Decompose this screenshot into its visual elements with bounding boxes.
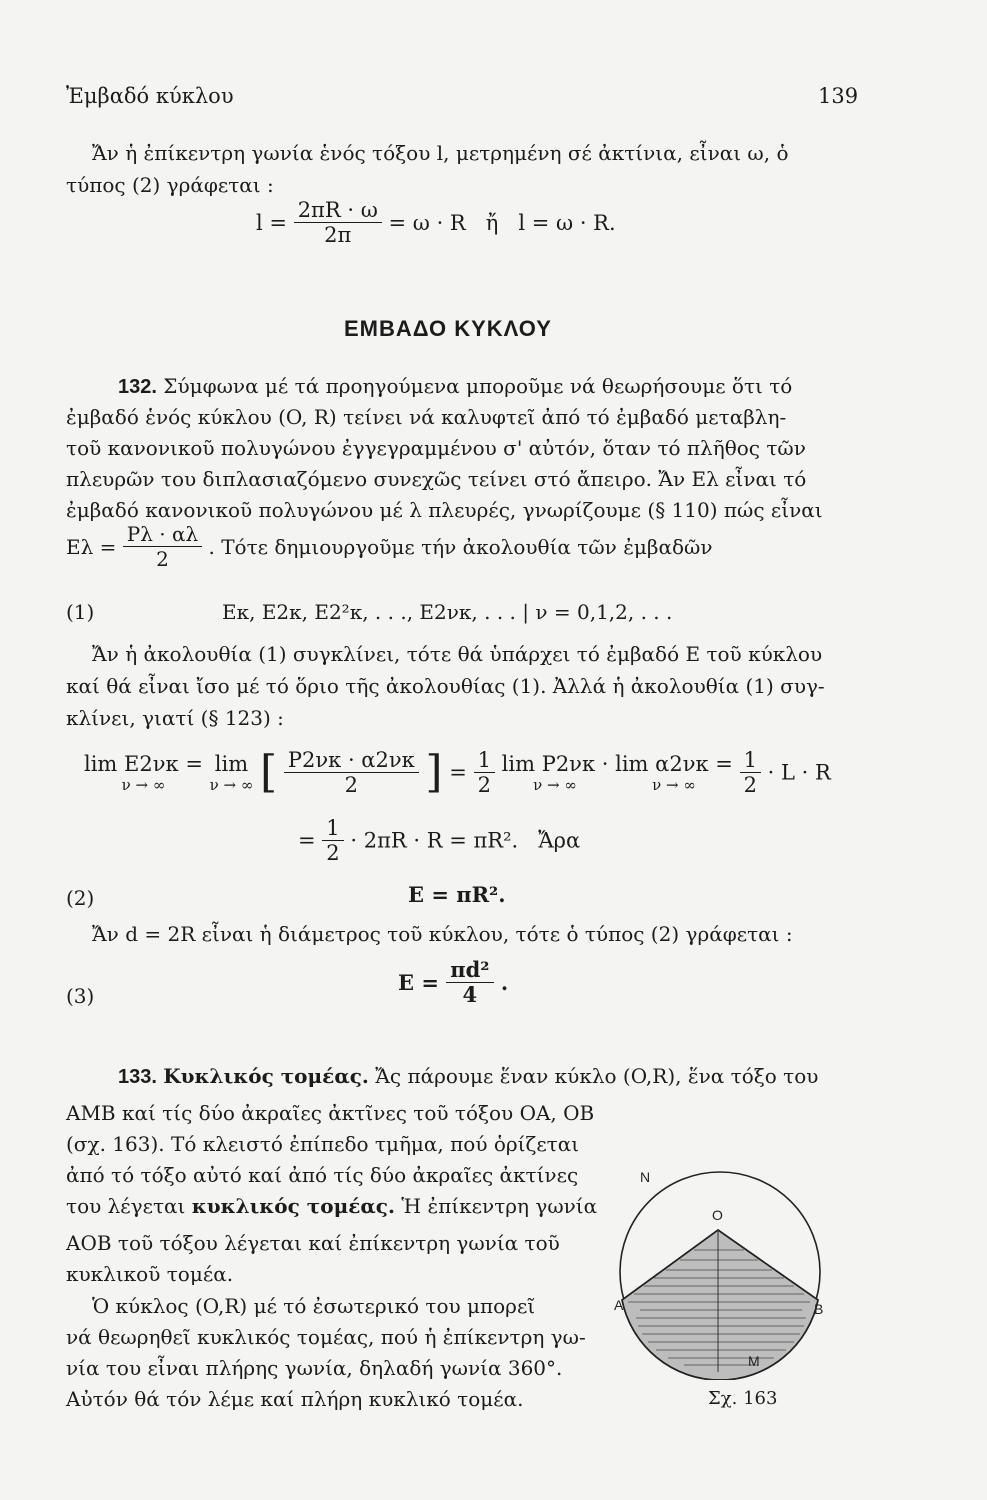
limit-line-2-post: · 2πR · R = πR². Ἄρα [350,828,581,853]
half-fraction-3 [322,816,343,865]
label-A: A [614,1297,624,1313]
limit-p-part [502,752,609,794]
convergence-line-2: καί θά εἶναι ἴσο μέ τό ὅριο τῆς ἀκολουθίας (1). Ἀλλά ἡ ἀκολουθία (1) συγ- [66,674,825,698]
paragraph-133-line-10: νία του εἶναι πλήρης γωνία, δηλαδή γωνία 360°. [66,1356,563,1380]
equation-diameter-area [398,958,508,1007]
lim-under-4: ν → ∞ [652,775,696,794]
lim-word-3: lim [501,751,535,776]
paragraph-133-line-3: (σχ. 163). Τό κλειστό ἐπίπεδο τμῆμα, πού ὁρίζεται [66,1132,580,1156]
lim-p-term: P2νκ · [541,751,609,776]
convergence-line-1: Ἄν ἡ ἀκολουθία (1) συγκλίνει, τότε θά ὑπάρχει τό ἐμβαδό E τοῦ κύκλου [92,642,823,666]
paragraph-133-heading: Κυκλικός τομέας. [163,1064,369,1088]
limit-line-2 [298,816,580,865]
paragraph-number-133: 133. [118,1066,157,1088]
page-number: 139 [818,84,859,108]
half-numerator-2: 1 [740,748,761,773]
left-bracket: [ [260,746,278,798]
half-fraction-1 [474,748,495,797]
formula-arc-length [256,198,616,247]
convergence-line-3: κλίνει, γιατί (§ 123) : [66,706,284,730]
p133-l5-pre: του λέγεται [66,1194,186,1218]
limit-eq-2: = [449,760,467,785]
sector-shading [622,1230,818,1380]
lim-under-3: ν → ∞ [533,775,577,794]
limit-inner-fraction [284,748,419,797]
polygon-area-denominator: 2 [156,547,169,571]
half-denominator-3: 2 [326,841,340,865]
equation-label-3: (3) [66,984,95,1008]
polygon-area-after: . Τότε δημιουργοῦμε τήν ἀκολουθία τῶν ἐμβαδῶν [208,534,713,559]
paragraph-132-text-1: Σύμφωνα μέ τά προηγούμενα μποροῦμε νά θεωρήσουμε ὅτι τό [163,374,793,398]
limit-tail: · L · R [767,760,831,785]
paragraph-132-line-4: πλευρῶν του διπλασιαζόμενο συνεχῶς τείνει στό ἄπειρο. Ἄν Eλ εἶναι τό [66,467,807,491]
limit-formula [84,748,831,797]
section-title: ΕΜΒΑΔΟ ΚΥΚΛΟΥ [344,316,552,341]
half-numerator-1: 1 [474,748,495,773]
lim-e-term: E2νκ [124,751,179,776]
formula-l-lhs: l = [256,210,287,235]
formula-l-denominator: 2π [324,223,352,247]
limit-middle [210,752,254,794]
half-denominator-1: 2 [477,773,491,797]
limit-inner-numerator: P2νκ · α2νκ [284,748,419,773]
lim-a-term: α2νκ = [655,751,733,776]
paragraph-133-line-2: AMB καί τίς δύο ἀκραῖες ἀκτῖνες τοῦ τόξου OA, OB [66,1101,595,1125]
formula-l-numerator: 2πR · ω [294,198,382,223]
limit-lhs [84,752,203,794]
p133-l5-post: Ἡ ἐπίκεντρη γωνία [401,1194,598,1218]
intro-line-2: τύπος (2) γράφεται : [66,173,274,197]
paragraph-133-line-1 [118,1060,818,1093]
eq3-numerator: πd² [446,958,493,983]
right-bracket: ] [425,746,443,798]
lim-eq: = [185,751,203,776]
paragraph-133-line-7: κυκλικοῦ τομέα. [66,1262,234,1286]
running-header-title: Ἐμβαδό κύκλου [66,84,234,108]
lim-word-1: lim [84,751,118,776]
half-fraction-2 [740,748,761,797]
half-numerator-3: 1 [322,816,343,841]
limit-inner-denominator: 2 [344,773,358,797]
paragraph-132-line-3: τοῦ κανονικοῦ πολυγώνου ἐγγεγραμμένου σ' αὐτόν, ὅταν τό πλῆθος τῶν [66,436,806,460]
equation-circle-area: E = πR². [408,882,506,907]
eq3-dot: . [500,970,509,995]
polygon-area-lhs: Eλ = [66,534,117,559]
label-N: N [640,1169,651,1185]
paragraph-132-line-1 [118,370,792,403]
p133-term-circular-sector: κυκλικός τομέας. [191,1194,395,1218]
lim-word-2: lim [214,751,249,776]
formula-l-rhs: = ω · R ἤ l = ω · R. [388,210,616,235]
formula-polygon-area-line [66,522,713,571]
half-denominator-2: 2 [743,773,757,797]
label-M: M [748,1353,760,1369]
paragraph-133-line-6: AOB τοῦ τόξου λέγεται καί ἐπίκεντρη γωνία τοῦ [66,1231,560,1255]
figure-caption: Σχ. 163 [708,1388,778,1409]
label-O: O [712,1207,723,1223]
paragraph-133-line-4: ἀπό τό τόξο αὐτό καί ἀπό τίς δύο ἀκραῖες ἀκτίνες [66,1163,579,1187]
paragraph-133-text-1: Ἄς πάρουμε ἕναν κύκλο (O,R), ἕνα τόξο του [375,1064,819,1088]
eq3-lhs: E = [398,970,439,995]
eq3-fraction [446,958,493,1007]
paragraph-133-line-8: Ὁ κύκλος (O,R) μέ τό ἐσωτερικό του μπορεῖ [92,1294,536,1318]
polygon-area-numerator: Pλ · αλ [123,522,202,547]
polygon-area-fraction [123,522,202,571]
intro-line-1: Ἄν ἡ ἐπίκεντρη γωνία ἑνός τόξου l, μετρημένη σέ ἀκτίνια, εἶναι ω, ὁ [92,141,789,165]
paragraph-number-132: 132. [118,376,157,398]
sequence-label-1: (1) [66,600,95,624]
lim-word-4: lim [615,751,649,776]
lim-under-1: ν → ∞ [121,775,166,794]
limit-line-2-eq: = [298,828,316,853]
paragraph-133-line-9: νά θεωρηθεῖ κυκλικός τομέας, πού ἡ ἐπίκεντρη γω- [66,1325,586,1349]
formula-l-fraction [294,198,382,247]
figure-163-circular-sector [610,1160,830,1380]
paragraph-132-line-2: ἐμβαδό ἑνός κύκλου (O, R) τείνει νά καλυφτεῖ ἀπό τό ἐμβαδό μεταβλη- [66,405,787,429]
equation-label-2: (2) [66,886,95,910]
sequence-of-areas: Eκ, E2κ, E2²κ, . . ., E2νκ, . . . | ν = 0,1,2, . . . [222,600,673,624]
paragraph-133-line-5 [66,1190,597,1222]
lim-under-2: ν → ∞ [209,775,254,794]
paragraph-132-line-5: ἐμβαδό κανονικοῦ πολυγώνου μέ λ πλευρές, γνωρίζουμε (§ 110) πώς εἶναι [66,498,823,522]
paragraph-133-line-11: Αὐτόν θά τόν λέμε καί πλήρη κυκλικό τομέα. [66,1387,524,1411]
limit-a-part [615,752,733,794]
label-B: B [814,1301,824,1317]
eq3-denominator: 4 [462,982,478,1007]
diameter-line: Ἄν d = 2R εἶναι ἡ διάμετρος τοῦ κύκλου, τότε ὁ τύπος (2) γράφεται : [92,922,793,946]
